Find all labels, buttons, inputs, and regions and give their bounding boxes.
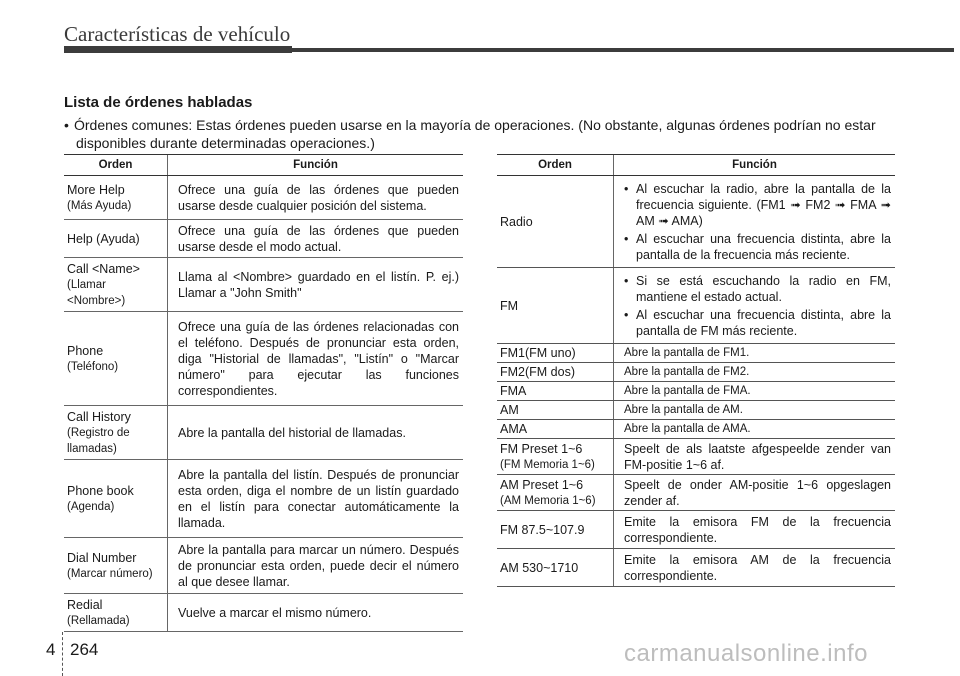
function-header: Función bbox=[614, 155, 896, 176]
order-label: Call <Name> bbox=[67, 261, 140, 276]
function-cell: Speelt de als laatste afgespeelde zender van FM-positie 1~6 af. bbox=[614, 439, 896, 475]
order-sublabel: (Rellamada) bbox=[67, 614, 130, 627]
order-label: FM1(FM uno) bbox=[500, 346, 576, 360]
page-number: 264 bbox=[70, 640, 99, 659]
table-row bbox=[64, 176, 463, 220]
order-sublabel: (Más Ayuda) bbox=[67, 199, 132, 212]
order-label: FM Preset 1~6 bbox=[500, 441, 583, 456]
table-row bbox=[497, 268, 895, 344]
left-command-table bbox=[64, 154, 463, 632]
order-label: AM 530~1710 bbox=[500, 560, 579, 575]
order-sublabel: (Llamar <Nombre>) bbox=[67, 278, 126, 307]
order-cell bbox=[497, 511, 614, 549]
order-cell bbox=[497, 475, 614, 511]
function-cell: Abre la pantalla de FM1. bbox=[614, 344, 896, 363]
order-cell bbox=[497, 401, 614, 420]
order-label: FMA bbox=[500, 384, 527, 398]
section-title: Lista de órdenes habladas bbox=[64, 94, 253, 111]
table-row bbox=[497, 439, 895, 475]
order-header: Orden bbox=[497, 155, 614, 176]
list-item: • Si se está escuchando la radio en FM, mantiene el estado actual. bbox=[624, 273, 891, 305]
function-cell bbox=[614, 268, 896, 344]
function-cell: Abre la pantalla del historial de llamadas. bbox=[168, 406, 464, 460]
order-label: Redial bbox=[67, 597, 103, 612]
order-sublabel: (Agenda) bbox=[67, 500, 115, 513]
table-row bbox=[64, 406, 463, 460]
function-cell: Emite la emisora AM de la frecuencia correspondiente. bbox=[614, 549, 896, 587]
order-label: AM Preset 1~6 bbox=[500, 477, 584, 492]
chapter-number: 4 bbox=[46, 640, 56, 659]
order-sublabel: (Registro de llamadas) bbox=[67, 426, 130, 455]
order-cell bbox=[497, 363, 614, 382]
list-item: • Al escuchar la radio, abre la pantalla de la frecuencia siguiente. (FM1 ➟ FM2 ➟ FMA ➟ AM ➟ AMA) bbox=[624, 181, 891, 229]
order-label: FM2(FM dos) bbox=[500, 365, 575, 379]
table-row bbox=[64, 312, 463, 406]
function-cell: Llama al <Nombre> guardado en el listín. P. ej.) Llamar a "John Smith" bbox=[168, 258, 464, 312]
order-sublabel: (AM Memoria 1~6) bbox=[500, 494, 596, 507]
order-cell bbox=[64, 176, 168, 220]
intro-paragraph: • Órdenes comunes: Estas órdenes pueden usarse en la mayoría de operaciones. (No obstante, algunas órdenes podrían no estar disponibles durante determinadas operaciones.) bbox=[64, 116, 904, 152]
list-item: • Al escuchar una frecuencia distinta, abre la pantalla de FM más reciente. bbox=[624, 307, 891, 339]
function-cell: Abre la pantalla para marcar un número. Después de pronunciar esta orden, puede decir el número al que desee llamar. bbox=[168, 538, 464, 594]
table-row bbox=[64, 538, 463, 594]
order-cell bbox=[497, 344, 614, 363]
list-item: • Al escuchar una frecuencia distinta, abre la pantalla de la frecuencia más reciente. bbox=[624, 231, 891, 263]
order-label: AMA bbox=[500, 422, 528, 436]
order-cell: Radio bbox=[497, 176, 614, 268]
function-cell: Ofrece una guía de las órdenes que pueden usarse desde el modo actual. bbox=[168, 220, 464, 258]
table-row bbox=[497, 549, 895, 587]
function-header: Función bbox=[168, 155, 464, 176]
table-row bbox=[64, 220, 463, 258]
order-cell bbox=[497, 382, 614, 401]
order-label: FM 87.5~107.9 bbox=[500, 522, 585, 537]
right-command-table bbox=[497, 154, 895, 587]
order-cell: FM bbox=[497, 268, 614, 344]
table-row bbox=[497, 363, 895, 382]
function-cell: Speelt de onder AM-positie 1~6 opgeslagen zender af. bbox=[614, 475, 896, 511]
order-cell bbox=[64, 406, 168, 460]
order-cell bbox=[497, 439, 614, 475]
table-row bbox=[497, 344, 895, 363]
order-cell bbox=[497, 549, 614, 587]
function-cell: Abre la pantalla de FMA. bbox=[614, 382, 896, 401]
table-row bbox=[497, 511, 895, 549]
page-divider bbox=[62, 632, 63, 676]
order-sublabel: (Marcar número) bbox=[67, 567, 153, 580]
watermark: carmanualsonline.info bbox=[624, 640, 868, 667]
function-cell: Abre la pantalla del listín. Después de pronunciar esta orden, diga el nombre de un listín guardado en el listín para conectar automáticamente la llamada. bbox=[168, 460, 464, 538]
table-row bbox=[64, 258, 463, 312]
order-cell bbox=[497, 420, 614, 439]
order-cell bbox=[64, 258, 168, 312]
table-row bbox=[497, 382, 895, 401]
order-label: Help (Ayuda) bbox=[67, 231, 140, 246]
order-cell bbox=[64, 220, 168, 258]
header-title: Características de vehículo bbox=[64, 22, 291, 46]
table-row bbox=[497, 420, 895, 439]
order-label: Dial Number bbox=[67, 550, 137, 565]
function-cell: Ofrece una guía de las órdenes relacionadas con el teléfono. Después de pronunciar esta orden, diga "Historial de llamadas", "Listín" o "Marcar número" para ejecutar las funciones correspondientes. bbox=[168, 312, 464, 406]
order-cell bbox=[64, 594, 168, 632]
table-row bbox=[64, 460, 463, 538]
order-label: Call History bbox=[67, 409, 131, 424]
intro-line-1: Órdenes comunes: Estas órdenes pueden usarse en la mayoría de operaciones. (No obstante, algunas órdenes podrían no estar bbox=[74, 117, 876, 133]
function-cell: Abre la pantalla de FM2. bbox=[614, 363, 896, 382]
table-row bbox=[64, 594, 463, 632]
order-cell bbox=[64, 312, 168, 406]
function-cell bbox=[614, 176, 896, 268]
order-sublabel: (Teléfono) bbox=[67, 360, 119, 373]
function-cell: Emite la emisora FM de la frecuencia correspondiente. bbox=[614, 511, 896, 549]
function-cell: Abre la pantalla de AM. bbox=[614, 401, 896, 420]
order-label: More Help bbox=[67, 182, 125, 197]
intro-line-2: disponibles durante determinadas operaciones.) bbox=[76, 135, 375, 151]
order-cell bbox=[64, 538, 168, 594]
order-label: Phone book bbox=[67, 483, 134, 498]
function-cell: Ofrece una guía de las órdenes que pueden usarse desde cualquier posición del sistema. bbox=[168, 176, 464, 220]
order-cell bbox=[64, 460, 168, 538]
function-cell: Abre la pantalla de AMA. bbox=[614, 420, 896, 439]
order-label: Phone bbox=[67, 343, 104, 358]
header-rule bbox=[64, 48, 954, 52]
function-cell: Vuelve a marcar el mismo número. bbox=[168, 594, 464, 632]
table-row bbox=[497, 475, 895, 511]
order-sublabel: (FM Memoria 1~6) bbox=[500, 458, 595, 471]
table-row bbox=[497, 401, 895, 420]
order-header: Orden bbox=[64, 155, 168, 176]
order-label: AM bbox=[500, 403, 519, 417]
table-row bbox=[497, 176, 895, 268]
